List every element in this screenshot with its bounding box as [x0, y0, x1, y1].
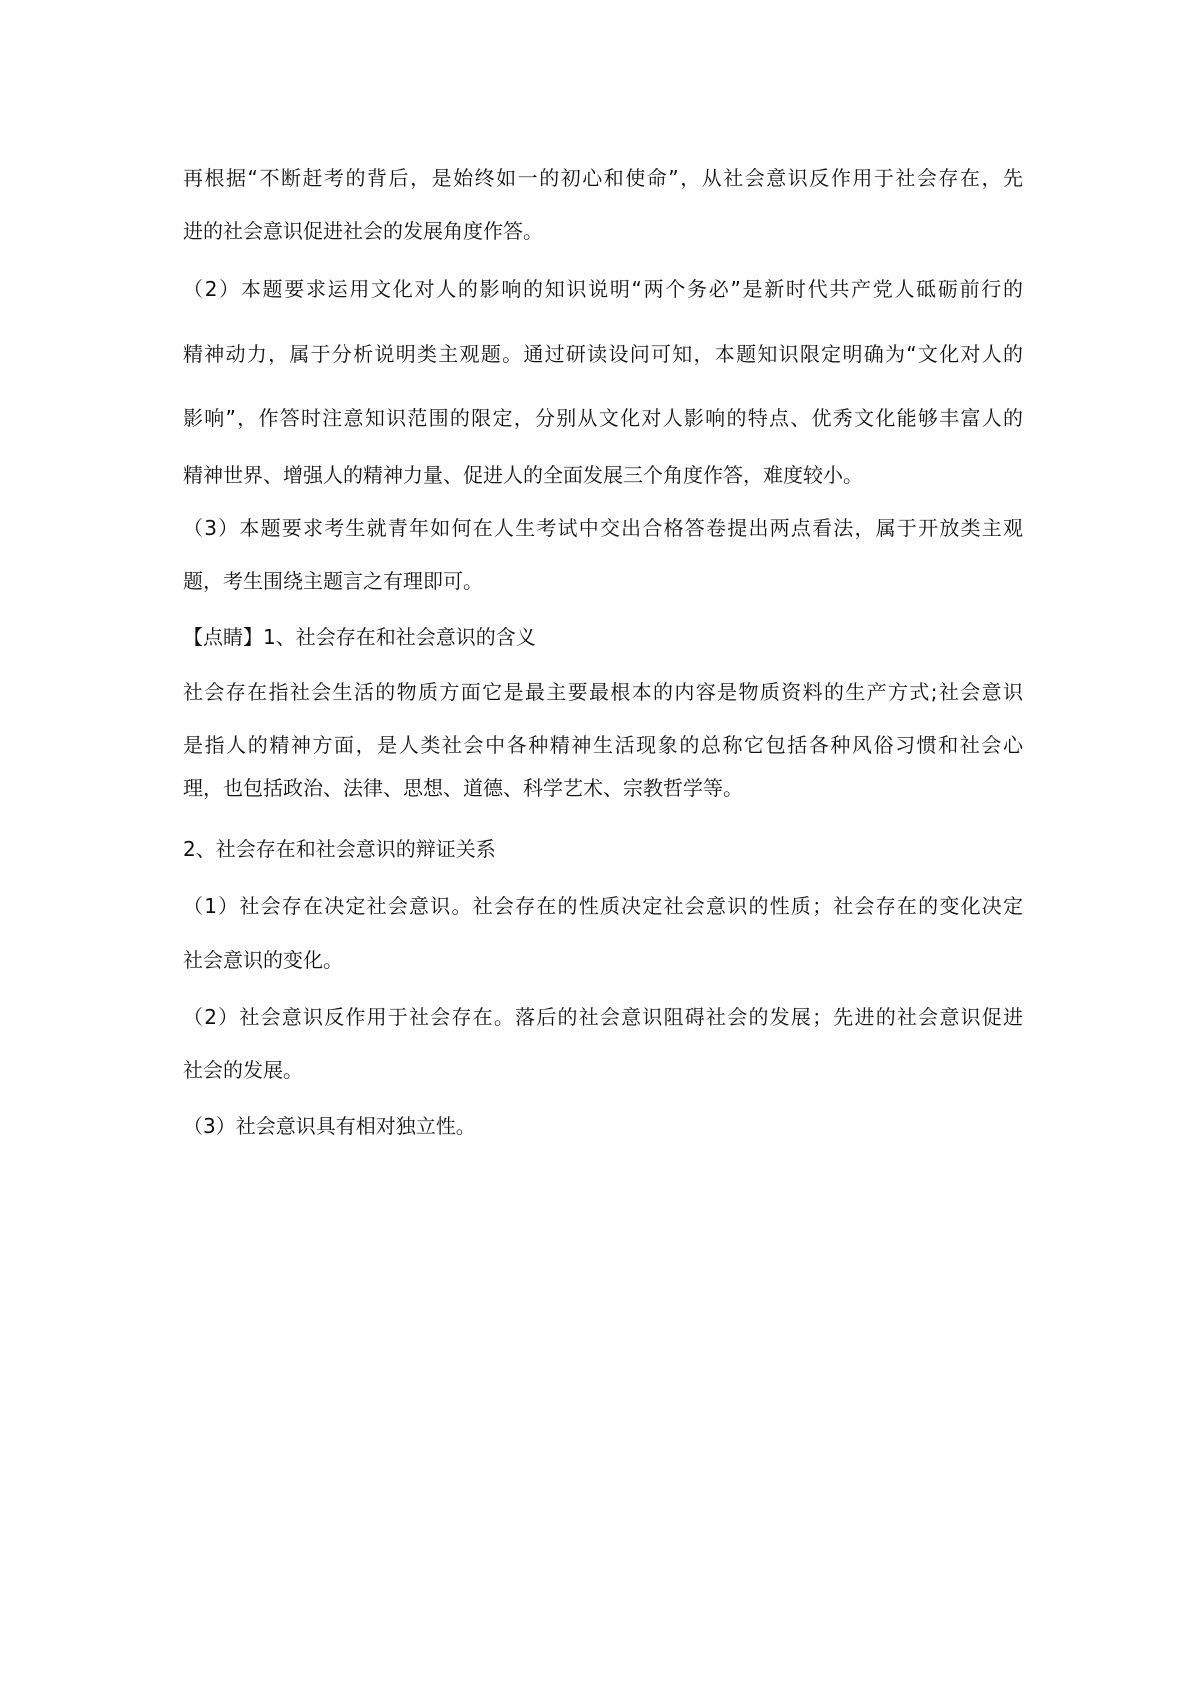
- text-line: 进的社会意识促进社会的发展角度作答。: [183, 219, 543, 243]
- text-line: （2）本题要求运用文化对人的影响的知识说明“两个务必”是新时代共产党人砥砺前行的: [183, 277, 1023, 301]
- text-line: 再根据“不断赶考的背后，是始终如一的初心和使命”，从社会意识反作用于社会存在，先: [183, 166, 1023, 190]
- text-line: （2）社会意识反作用于社会存在。落后的社会意识阻碍社会的发展；先进的社会意识促进: [183, 1005, 1023, 1029]
- text-line: （3）本题要求考生就青年如何在人生考试中交出合格答卷提出两点看法，属于开放类主观: [183, 516, 1023, 540]
- text-line: 影响”，作答时注意知识范围的限定，分别从文化对人影响的特点、优秀文化能够丰富人的: [183, 406, 1023, 430]
- text-line: 是指人的精神方面，是人类社会中各种精神生活现象的总称它包括各种风俗习惯和社会心: [183, 733, 1023, 757]
- text-line: （1）社会存在决定社会意识。社会存在的性质决定社会意识的性质；社会存在的变化决定: [183, 894, 1023, 918]
- text-line: 精神动力，属于分析说明类主观题。通过研读设问可知，本题知识限定明确为“文化对人的: [183, 342, 1023, 366]
- text-line: （3）社会意识具有相对独立性。: [183, 1114, 476, 1138]
- text-line: 社会存在指社会生活的物质方面它是最主要最根本的内容是物质资料的生产方式;社会意识: [183, 680, 1023, 704]
- text-line: 理，也包括政治、法律、思想、道德、科学艺术、宗教哲学等。: [183, 776, 743, 800]
- section-heading: 【点睛】1、社会存在和社会意识的含义: [183, 625, 536, 649]
- text-line: 精神世界、增强人的精神力量、促进人的全面发展三个角度作答，难度较小。: [183, 463, 863, 487]
- text-line: 题，考生围绕主题言之有理即可。: [183, 569, 483, 593]
- section-heading: 2、社会存在和社会意识的辩证关系: [183, 837, 496, 861]
- text-line: 社会的发展。: [183, 1058, 303, 1082]
- text-line: 社会意识的变化。: [183, 948, 343, 972]
